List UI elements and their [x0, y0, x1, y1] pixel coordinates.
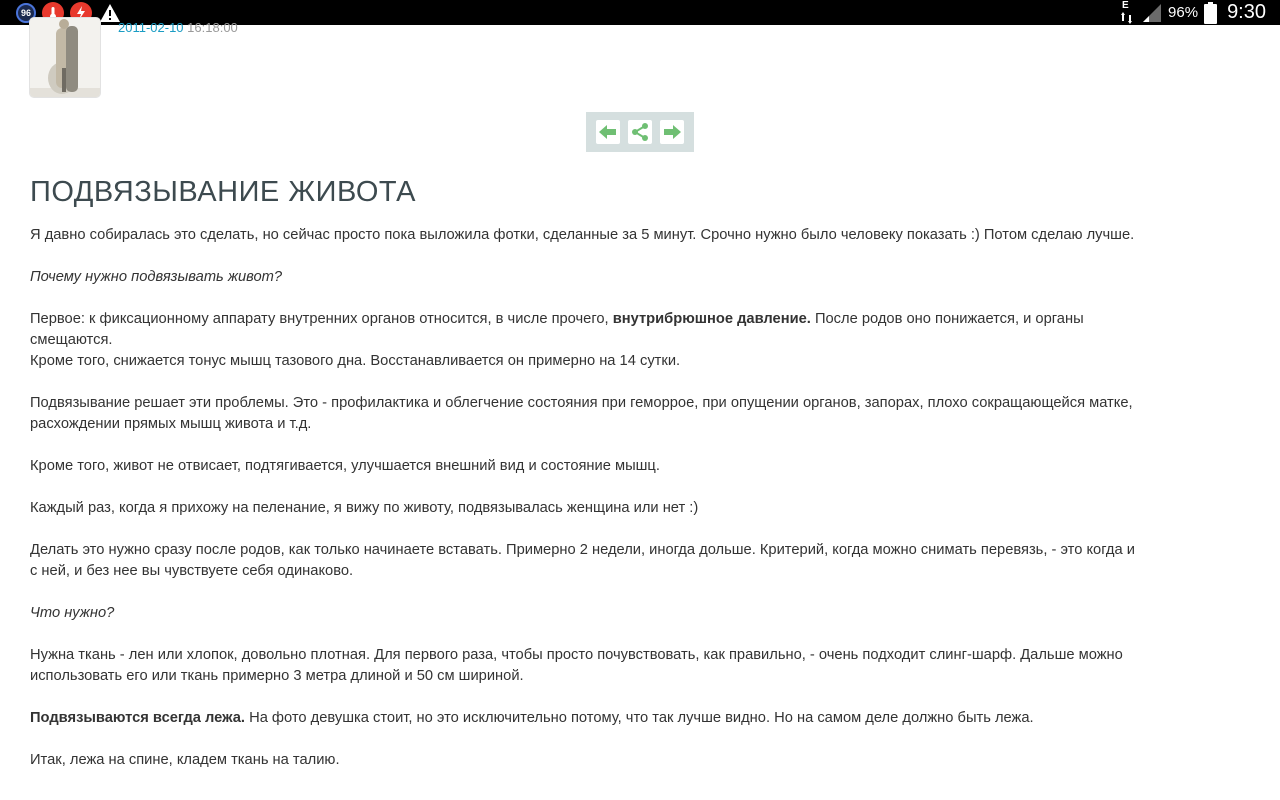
network-type-icon: E: [1120, 0, 1134, 25]
paragraph-reasons-start: Первое: к фиксационному аппарату внутренних органов относится, в числе прочего,: [30, 311, 613, 327]
question-why-text: Почему нужно подвязывать живот?: [30, 269, 283, 285]
paragraph-lying-rest: На фото девушка стоит, но это исключительно потому, что так лучше видно. Но на самом деле должно быть лежа.: [245, 710, 1034, 726]
paragraph-observation: Каждый раз, когда я прихожу на пеленание, я вижу по животу, подвязывалась женщина или нет :): [30, 500, 699, 516]
battery-percent: 96%: [1168, 4, 1199, 21]
share-icon: [631, 123, 649, 141]
author-avatar[interactable]: [30, 18, 100, 97]
paragraph-benefits: Подвязывание решает эти проблемы. Это - профилактика и облегчение состояния при геморрое, при опущении органов, запорах, плохо сокращающейся матке, расхождении прямых мышц живота и т.д.: [30, 395, 1133, 432]
paragraph-reasons: [30, 309, 1140, 372]
battery-icon: [1204, 2, 1217, 24]
post-date-link[interactable]: 2011-02-10: [118, 20, 184, 35]
paragraph-timing: Делать это нужно сразу после родов, как только начинаете вставать. Примерно 2 недели, иногда дольше. Критерий, когда можно снимать перевязь, - это когда и с ней, и без нее вы чувствуете себя одинаково.: [30, 542, 1135, 579]
question-what: [30, 603, 1140, 624]
paragraph-lying: [30, 708, 1140, 729]
highlight-lying: Подвязываются всегда лежа.: [30, 710, 245, 726]
question-why: [30, 267, 1140, 288]
next-post-button[interactable]: [660, 120, 684, 144]
notification-count-icon: 96: [16, 3, 36, 23]
post-time: 16:18:00: [187, 20, 238, 35]
arrow-right-icon: [663, 125, 681, 139]
post-timestamp: [118, 20, 238, 35]
paragraph-reasons-end: После родов оно понижается, и органы смещаются.: [30, 311, 1084, 348]
article-body: [30, 225, 1140, 792]
clock: 9:30: [1227, 1, 1266, 23]
system-indicators: [1120, 0, 1266, 25]
signal-strength-icon: [1140, 3, 1162, 23]
question-what-text: Что нужно?: [30, 605, 115, 621]
paragraph-instructions: Итак, лежа на спине, кладем ткань на талию.: [30, 752, 340, 768]
paragraph-pelvic-floor: Кроме того, снижается тонус мышц тазового дна. Восстанавливается он примерно на 14 сутки.: [30, 353, 681, 369]
article-title: ПОДВЯЗЫВАНИЕ ЖИВОТА: [30, 176, 416, 208]
highlight-pressure: внутрибрюшное давление.: [612, 311, 811, 327]
paragraph-intro: Я давно собиралась это сделать, но сейчас просто пока выложила фотки, сделанные за 5 минут. Срочно нужно было человеку показать :) Потом сделаю лучше.: [30, 227, 1135, 243]
post-navigation: [586, 112, 694, 152]
arrow-left-icon: [599, 125, 617, 139]
paragraph-materials: Нужна ткань - лен или хлопок, довольно плотная. Для первого раза, чтобы просто почувствовать, как правильно, - очень подходит слинг-шарф. Дальше можно использовать его или ткань примерно 3 метра длиной и 50 см шириной.: [30, 647, 1123, 684]
share-button[interactable]: [628, 120, 652, 144]
paragraph-appearance: Кроме того, живот не отвисает, подтягивается, улучшается внешний вид и состояние мышц.: [30, 458, 660, 474]
previous-post-button[interactable]: [596, 120, 620, 144]
